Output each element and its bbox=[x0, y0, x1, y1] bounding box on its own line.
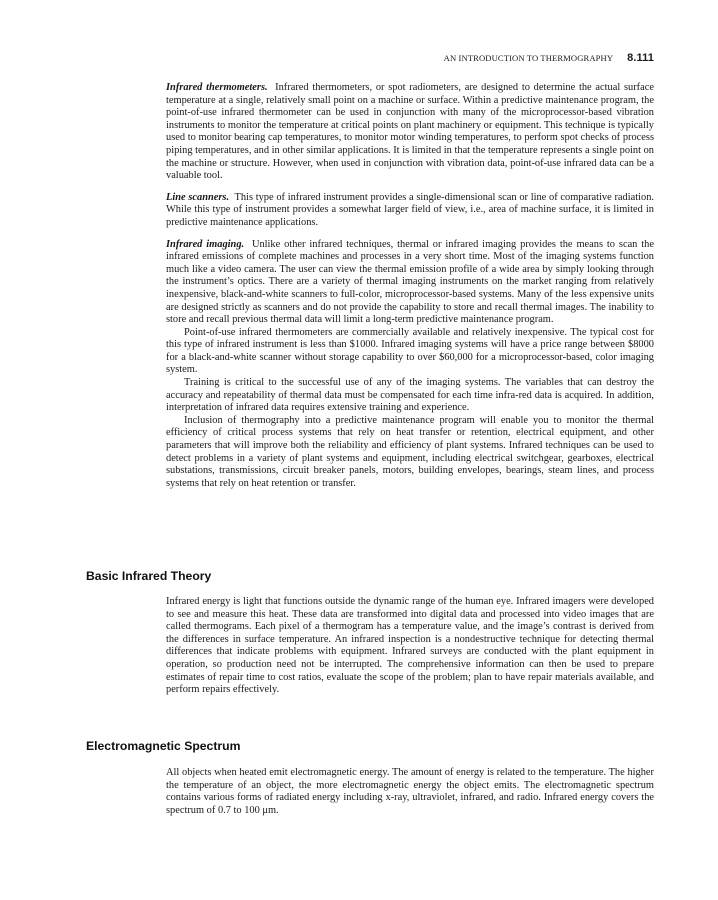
em-spectrum-paragraph: All objects when heated emit electromagnetic energy. The amount of energy is related to the temperature. The higher the temperature of an object, the more electromagnetic energy the object emits. The electromagnetic spectrum contains various forms of radiated energy including x-ray, ultraviolet, infrared, and radio. Infrared energy covers the spectrum of 0.7 to 100 μm. bbox=[166, 767, 654, 816]
basic-theory-heading: Basic Infrared Theory bbox=[86, 569, 212, 583]
running-head-title: AN INTRODUCTION TO THERMOGRAPHY bbox=[443, 53, 614, 63]
line-scanners-paragraph bbox=[166, 192, 654, 230]
imaging-paragraph bbox=[166, 239, 654, 327]
training-paragraph: Training is critical to the successful use of any of the imaging systems. The variables that can destroy the accuracy and repeatability of thermal data must be compensated for each time infra-red data is acquired. In addition, interpretation of infrared data requires extensive training and experience. bbox=[166, 377, 654, 414]
line-scanners-text: This type of infrared instrument provides a single-dimensional scan or line of comparative radiation. While this type of instrument provides a somewhat larger field of view, i.e., area of machine surface, it is limited in predictive maintenance applications. bbox=[166, 191, 654, 228]
imaging-text: Unlike other infrared techniques, thermal or infrared imaging provides the means to scan the infrared emissions of complete machines and processes in a very short time. Most of the imaging systems function much like a video camera. The user can view the thermal emission profile of a wide area by simply looking through the instrument’s optics. There are a variety of thermal imaging instruments on the market ranging from relatively inexpensive, black-and-white scanners to full-color, microprocessor-based systems. Many of the less expensive units are designed strictly as scanners and do not provide the capability to store and recall thermal images. The inability to store and recall previous thermal data will limit a long-term predictive maintenance program. bbox=[166, 238, 654, 326]
imaging-heading: Infrared imaging. bbox=[166, 238, 245, 250]
inclusion-paragraph: Inclusion of thermography into a predictive maintenance program will enable you to monitor the thermal efficiency of critical process systems that rely on heat transfer or retention, electrical equipment, and other parameters that will improve both the reliability and efficiency of plant systems. Infrared techniques can be used to detect problems in a variety of plant systems and equipment, including electrical switchgear, gearboxes, electrical substations, transmissions, circuit breaker panels, motors, building envelopes, bearings, steam lines, and process systems that rely on heat retention or transfer. bbox=[166, 414, 654, 489]
cost-paragraph: Point-of-use infrared thermometers are commercially available and relatively inexpensive. The typical cost for this type of infrared instrument is less than $1000. Infrared imaging systems will have a price range between $8000 for a black-and-white scanner without storage capability to over $60,000 for a microprocessor-based, color imaging system. bbox=[166, 326, 654, 376]
basic-theory-paragraph: Infrared energy is light that functions outside the dynamic range of the human eye. Infrared imagers were developed to see and measure this heat. These data are transformed into digital data and processed into video images that are called thermograms. Each pixel of a thermogram has a temperature value, and the image’s contrast is derived from the differences in surface temperature. An infrared inspection is a nondestructive technique for detecting thermal differences that indicate problems with equipment. Infrared surveys are conducted with the plant equipment in operation, so production need not be interrupted. The comprehensive information can then be used to prepare estimates of repair time to cost ratios, evaluate the scope of the problem; plan to have repair materials available, and perform repairs effectively. bbox=[166, 596, 654, 696]
thermometers-text: Infrared thermometers, or spot radiometers, are designed to determine the actual surface temperature at a single, relatively small point on a machine or surface. Within a predictive maintenance program, the point-of-use infrared thermometer can be used in conjunction with many of the microprocessor-based vibration instruments to monitor the temperature at critical points on plant machinery or equipment. This technique is typically used to monitor bearing cap temperatures, to monitor motor winding temperatures, to perform spot checks of process piping temperatures, and in other similar applications. It is limited in that the temperature represents a single point on the machine or structure. However, when used in conjunction with vibration data, point-of-use infrared data can be a valuable tool. bbox=[166, 82, 654, 182]
em-spectrum-section bbox=[166, 767, 654, 817]
page-number: 8.111 bbox=[627, 52, 654, 64]
line-scanners-heading: Line scanners. bbox=[166, 191, 230, 203]
em-spectrum-heading: Electromagnetic Spectrum bbox=[86, 739, 241, 753]
thermometers-heading: Infrared thermometers. bbox=[166, 82, 268, 93]
basic-theory-section bbox=[166, 596, 654, 697]
intro-section bbox=[166, 82, 654, 490]
thermometers-paragraph bbox=[166, 82, 654, 183]
running-head bbox=[444, 52, 654, 64]
